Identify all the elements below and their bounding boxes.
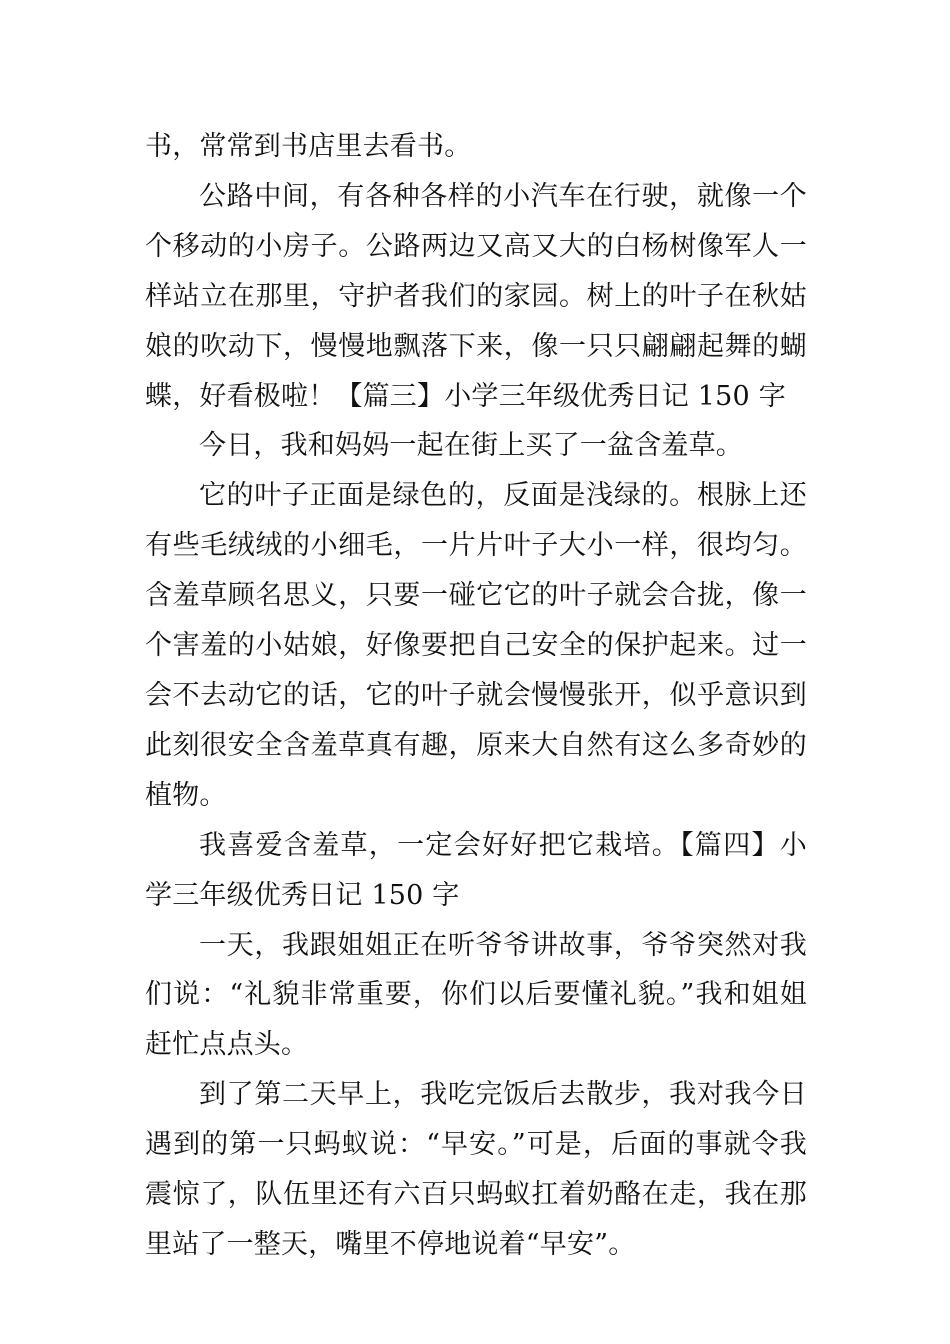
paragraph-continuation: 书，常常到书店里去看书。 xyxy=(145,131,472,162)
paragraph: 到了第二天早上，我吃完饭后去散步，我对我今日遇到的第一只蚂蚁说：“早安。”可是，后面的事就令我震惊了，队伍里还有六百只蚂蚁扛着奶酪在走，我在那里站了一整天，嘴里不停地说着“早安”。 xyxy=(145,1079,807,1260)
paragraph: 今日，我和妈妈一起在街上买了一盆含羞草。 xyxy=(199,430,743,462)
paragraph: 公路中间，有各种各样的小汽车在行驶，就像一个个移动的小房子。公路两边又高又大的白杨树像军人一样站立在那里，守护者我们的家园。树上的叶子在秋姑娘的吹动下，慢慢地飘落下来，像一只只翩翩起舞的蝴蝶，好看极啦！【篇三】小学三年级优秀日记 150 字 xyxy=(145,180,807,412)
paragraph: 它的叶子正面是绿色的，反面是浅绿的。根脉上还有些毛绒绒的小细毛，一片片叶子大小一样，很均匀。含羞草顾名思义，只要一碰它它的叶子就会合拢，像一个害羞的小姑娘，好像要把自己安全的保护起来。过一会不去动它的话，它的叶子就会慢慢张开，似乎意识到此刻很安全含羞草真有趣，原来大自然有这么多奇妙的植物。 xyxy=(145,480,807,811)
paragraph: 我喜爱含羞草，一定会好好把它栽培。【篇四】小学三年级优秀日记 150 字 xyxy=(145,829,807,911)
paragraph: 一天，我跟姐姐正在听爷爷讲故事，爷爷突然对我们说：“礼貌非常重要，你们以后要懂礼貌。”我和姐姐赶忙点点头。 xyxy=(145,929,807,1061)
document-body xyxy=(145,122,807,1270)
